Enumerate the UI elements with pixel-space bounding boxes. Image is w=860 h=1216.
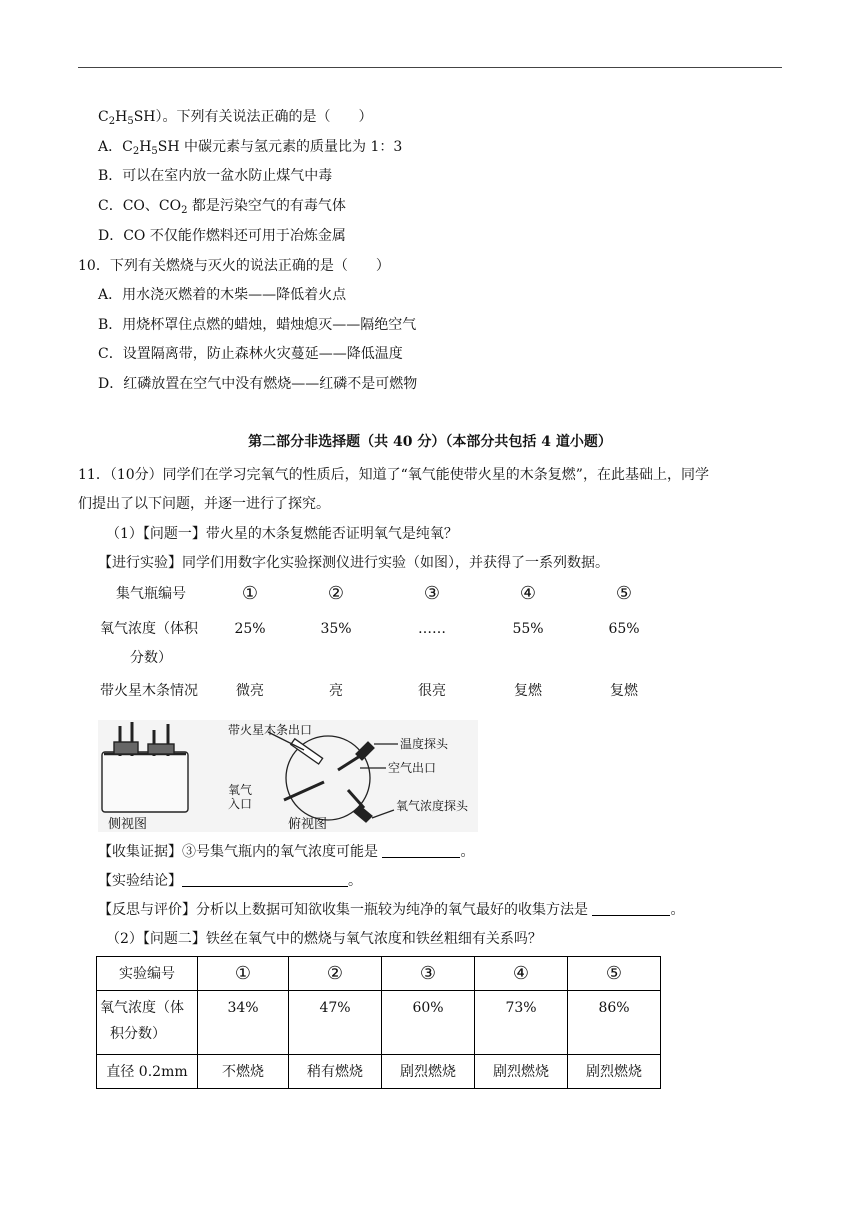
gas-bottle xyxy=(102,752,188,812)
combustion-result: 剧烈燃烧 xyxy=(475,1055,568,1089)
q11-conclusion: 【实验结论】 。 xyxy=(98,873,362,889)
concentration-cell: 60% xyxy=(382,991,475,1055)
q10-option-c: C．设置隔离带，防止森林火灾蔓延——降低温度 xyxy=(98,346,403,362)
answer-blank-conclusion[interactable] xyxy=(182,872,348,887)
concentration-value: …… xyxy=(418,621,446,637)
experiment-number: ② xyxy=(289,957,382,991)
concentration-value: 65% xyxy=(608,621,640,637)
q11-part2-question: （2）【问题二】铁丝在氧气中的燃烧与氧气浓度和铁丝粗细有关系吗？ xyxy=(106,931,542,947)
experiment-number: ④ xyxy=(475,957,568,991)
q11-stem-line2: 们提出了以下问题，并逐一进行了探究。 xyxy=(78,496,330,512)
q10-stem: 10．下列有关燃烧与灭火的说法正确的是（ ） xyxy=(78,258,390,274)
bottle-number: ① xyxy=(241,583,259,604)
bottle-number: ③ xyxy=(423,583,441,604)
splint-result: 很亮 xyxy=(418,683,446,699)
oxygen-inlet-label-1: 氧气 xyxy=(228,783,253,797)
oxygen-probe-label: 氧气浓度探头 xyxy=(396,799,469,813)
concentration-value: 25% xyxy=(234,621,266,637)
concentration-cell: 34% xyxy=(198,991,289,1055)
combustion-result: 剧烈燃烧 xyxy=(382,1055,475,1089)
top-view-label: 俯视图 xyxy=(288,817,328,832)
q10-option-d: D．红磷放置在空气中没有燃烧——红磷不是可燃物 xyxy=(98,376,418,392)
oxygen-inlet-label-2: 入口 xyxy=(228,797,253,811)
concentration-cell: 86% xyxy=(568,991,661,1055)
splint-result: 复燃 xyxy=(514,683,542,699)
concentration-label: 氧气浓度（体 积分数） xyxy=(97,991,198,1055)
q11-evidence: 【收集证据】③号集气瓶内的氧气浓度可能是 。 xyxy=(98,844,475,860)
table-row xyxy=(97,991,661,1055)
q9-option-c: C．CO、$CO_2$ 都是污染空气的有毒气体 xyxy=(98,198,346,216)
concentration-value: 55% xyxy=(512,621,544,637)
header-rule xyxy=(78,67,782,68)
table-row xyxy=(97,1055,661,1089)
q9-option-a: A．$C_2H_5SH$ 中碳元素与氢元素的质量比为 1：3 xyxy=(98,139,403,157)
combustion-result: 不燃烧 xyxy=(198,1055,289,1089)
experiment-number: ③ xyxy=(382,957,475,991)
air-outlet-label: 空气出口 xyxy=(388,761,437,775)
row-label-bottle-number: 集气瓶编号 xyxy=(116,586,186,602)
concentration-cell: 47% xyxy=(289,991,382,1055)
splint-outlet-label: 带火星木条出口 xyxy=(228,723,313,737)
bottle-number: ④ xyxy=(519,583,537,604)
temperature-probe-label: 温度探头 xyxy=(400,737,449,751)
row-label-splint-result: 带火星木条情况 xyxy=(100,683,198,699)
experiment-number: ⑤ xyxy=(568,957,661,991)
data-table-2 xyxy=(96,956,661,1089)
splint-result: 亮 xyxy=(329,683,343,699)
splint-result: 复燃 xyxy=(610,683,638,699)
section-title: 第二部分非选择题（共 40 分）（本部分共包括 4 道小题） xyxy=(248,434,612,450)
bottle-number: ⑤ xyxy=(615,583,633,604)
bottle-number: ② xyxy=(327,583,345,604)
answer-blank-reflection[interactable] xyxy=(592,901,670,916)
combustion-result: 稍有燃烧 xyxy=(289,1055,382,1089)
q9-stem: $C_2H_5SH$）。下列有关说法正确的是（ ） xyxy=(98,109,373,127)
experiment-number: ① xyxy=(198,957,289,991)
q10-option-a: A．用水浇灭燃着的木柴——降低着火点 xyxy=(98,287,347,303)
q11-part1-experiment: 【进行实验】同学们用数字化实验探测仪进行实验（如图），并获得了一系列数据。 xyxy=(98,555,609,571)
apparatus-figure xyxy=(98,720,478,832)
row-label-concentration-cont: 分数） xyxy=(130,650,172,666)
q11-stem-line1: 11．（10分）同学们在学习完氧气的性质后，知道了“氧气能使带火星的木条复燃”，在此基础上，同学 xyxy=(78,467,709,483)
concentration-value: 35% xyxy=(320,621,352,637)
q10-option-b: B．用烧杯罩住点燃的蜡烛，蜡烛熄灭——隔绝空气 xyxy=(98,317,417,333)
table-row xyxy=(97,957,661,991)
q11-part1-question: （1）【问题一】带火星的木条复燃能否证明氧气是纯氧？ xyxy=(106,526,458,542)
diameter-label: 直径 0.2mm xyxy=(97,1055,198,1089)
side-view-label: 侧视图 xyxy=(108,817,148,832)
q9-option-b: B．可以在室内放一盆水防止煤气中毒 xyxy=(98,168,333,184)
splint-result: 微亮 xyxy=(236,683,264,699)
answer-blank-evidence[interactable] xyxy=(382,843,460,858)
combustion-result: 剧烈燃烧 xyxy=(568,1055,661,1089)
header-label: 实验编号 xyxy=(97,957,198,991)
q11-reflection: 【反思与评价】分析以上数据可知欲收集一瓶较为纯净的氧气最好的收集方法是 。 xyxy=(98,902,685,918)
row-label-concentration: 氧气浓度（体积 xyxy=(100,621,198,637)
q9-option-d: D．CO 不仅能作燃料还可用于冶炼金属 xyxy=(98,228,346,244)
concentration-cell: 73% xyxy=(475,991,568,1055)
